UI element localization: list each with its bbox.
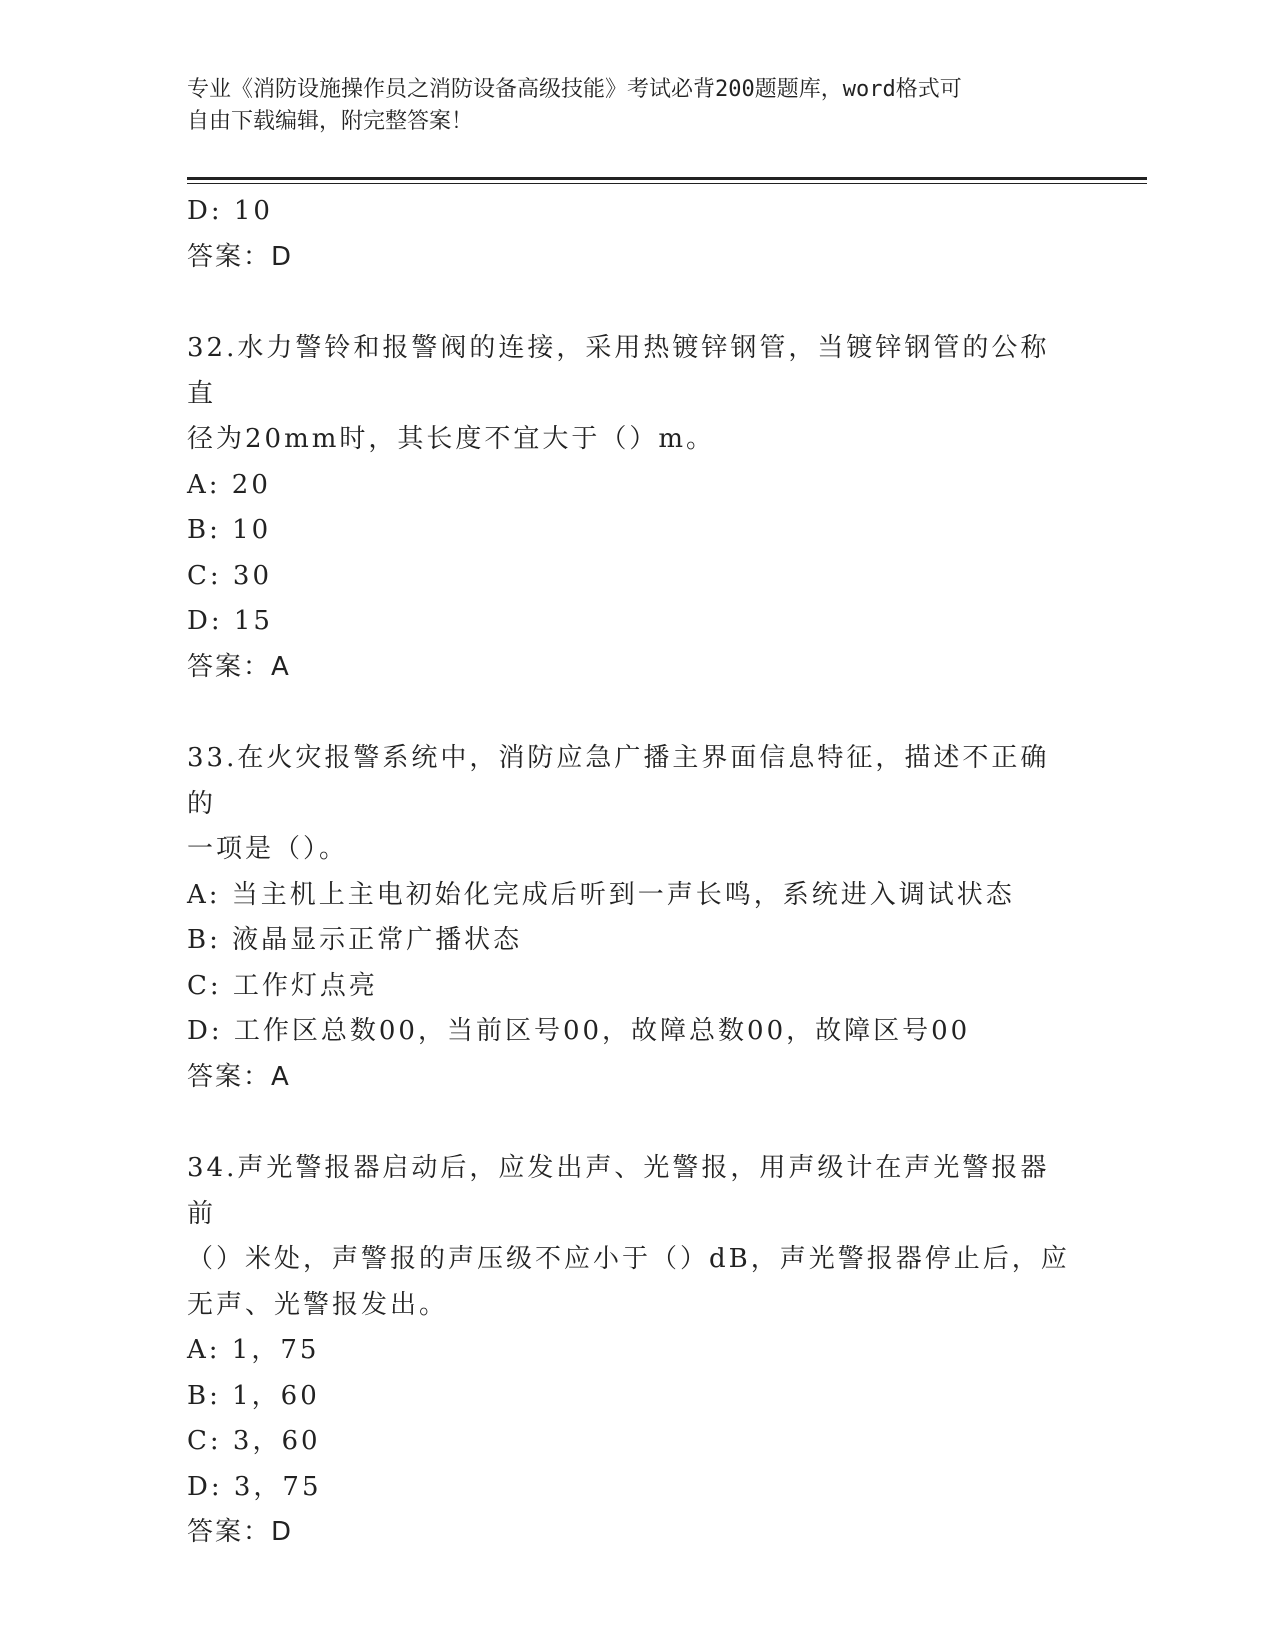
option-c: C: 30 xyxy=(187,560,273,591)
answer-line: 答案：A xyxy=(187,1061,291,1092)
question-33 xyxy=(187,736,1077,1100)
page-header xyxy=(187,74,1087,138)
option-a: A: 当主机上主电初始化完成后听到一声长鸣，系统进入调试状态 xyxy=(187,879,1015,910)
header-line-2: 自由下载编辑，附完整答案！ xyxy=(187,109,474,134)
question-stem-line: 径为20mm时，其长度不宜大于（）m。 xyxy=(187,424,716,454)
option-c: C: 工作灯点亮 xyxy=(187,970,378,1001)
option-d: D: 工作区总数00，当前区号00，故障总数00，故障区号00 xyxy=(187,1016,971,1046)
header-rule-thin xyxy=(187,183,1147,184)
question-34 xyxy=(187,1146,1077,1556)
question-stem-line: 32.水力警铃和报警阀的连接，采用热镀锌钢管，当镀锌钢管的公称直 xyxy=(187,333,1050,409)
question-stem-line: 34.声光警报器启动后，应发出声、光警报，用声级计在声光警报器前 xyxy=(187,1153,1050,1229)
option-d: D: 3，75 xyxy=(187,1471,322,1502)
option-b: B: 1，60 xyxy=(187,1380,320,1411)
option-d: D: 10 xyxy=(187,196,273,226)
option-c: C: 3，60 xyxy=(187,1426,321,1456)
option-a: A: 20 xyxy=(187,469,271,500)
answer-line: 答案：D xyxy=(187,241,294,272)
question-32 xyxy=(187,326,1077,690)
question-stem-line: （）米处，声警报的声压级不应小于（）dB，声光警报器停止后，应 xyxy=(187,1244,1070,1274)
question-stem-line: 一项是（）。 xyxy=(187,834,349,864)
option-a: A: 1，75 xyxy=(187,1335,320,1365)
option-b: B: 液晶显示正常广播状态 xyxy=(187,925,523,955)
option-b: B: 10 xyxy=(187,515,272,545)
header-line-1: 专业《消防设施操作员之消防设备高级技能》考试必背200题题库，word格式可 xyxy=(187,77,962,102)
option-d: D: 15 xyxy=(187,606,273,636)
answer-line: 答案：D xyxy=(187,1517,294,1547)
question-stem-line: 无声、光警报发出。 xyxy=(187,1289,449,1320)
question-stem-line: 33.在火灾报警系统中，消防应急广播主界面信息特征，描述不正确的 xyxy=(187,743,1050,819)
previous-question-tail xyxy=(187,189,1077,280)
header-rule-thick xyxy=(187,177,1147,180)
question-list xyxy=(187,189,1077,1556)
answer-line: 答案：A xyxy=(187,651,291,682)
